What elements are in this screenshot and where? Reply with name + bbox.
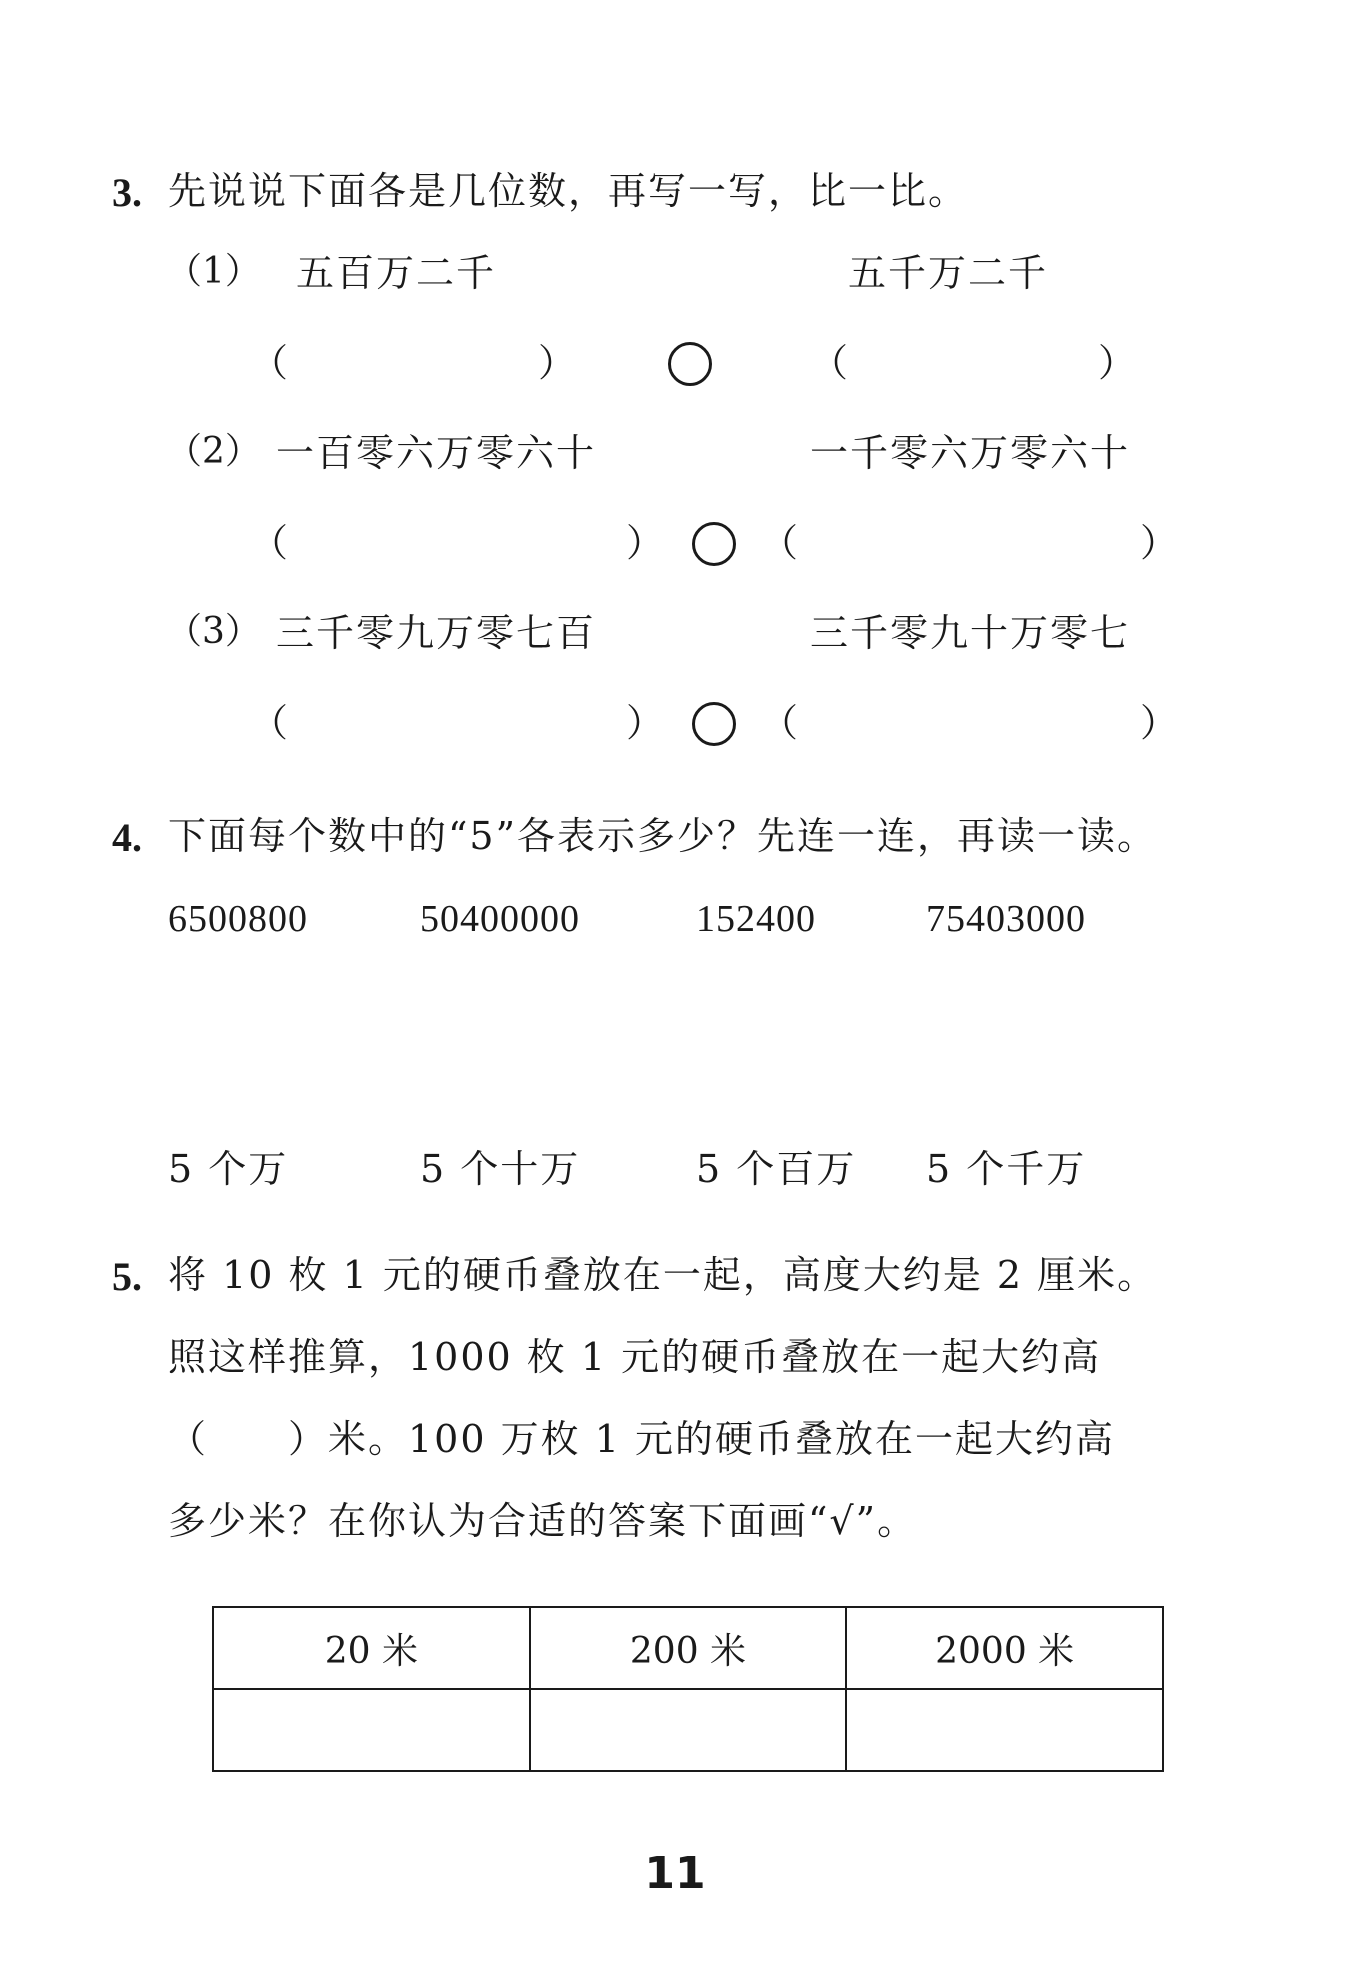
- question-3-number: 3.: [112, 170, 142, 215]
- item-3-right-close-paren: ）: [1140, 701, 1179, 745]
- meaning-5-shiwan[interactable]: 5 个十万: [420, 1147, 581, 1191]
- number-75403000[interactable]: 75403000: [926, 898, 1086, 940]
- item-2-right-open-paren: （: [760, 521, 799, 565]
- meaning-5-wan[interactable]: 5 个万: [168, 1147, 289, 1191]
- item-3-left-words: 三千零九万零七百: [276, 611, 597, 655]
- item-1-right-close-paren: ）: [1098, 341, 1137, 385]
- item-2-right-words: 一千零六万零六十: [810, 431, 1131, 475]
- item-3-right-words: 三千零九十万零七: [810, 611, 1131, 655]
- number-50400000[interactable]: 50400000: [420, 898, 580, 940]
- item-2-right-close-paren: ）: [1140, 521, 1179, 565]
- answer-table: [212, 1606, 1164, 1772]
- question-5-line-4: 多少米？在你认为合适的答案下面画“√”。: [168, 1499, 918, 1543]
- check-cell-2000m[interactable]: [846, 1689, 1163, 1771]
- question-3-prompt: 先说说下面各是几位数，再写一写，比一比。: [168, 169, 969, 213]
- item-2-left-open-paren: （: [250, 521, 289, 565]
- meaning-5-qianwan[interactable]: 5 个千万: [926, 1147, 1087, 1191]
- check-cell-200m[interactable]: [530, 1689, 847, 1771]
- item-1-right-open-paren: （: [810, 341, 849, 385]
- item-3-compare-circle[interactable]: [692, 702, 736, 746]
- item-1-left-words: 五百万二千: [296, 251, 497, 295]
- item-2-label: （2）: [166, 431, 261, 472]
- question-4-prompt: 下面每个数中的“5”各表示多少？先连一连，再读一读。: [168, 814, 1158, 858]
- item-2-left-words: 一百零六万零六十: [276, 431, 597, 475]
- header-2000m: 2000 米: [846, 1607, 1163, 1689]
- page-number: 11: [644, 1848, 706, 1899]
- number-152400[interactable]: 152400: [696, 898, 816, 940]
- header-200m: 200 米: [530, 1607, 847, 1689]
- question-5-line-2: 照这样推算，1000 枚 1 元的硬币叠放在一起大约高: [168, 1335, 1102, 1379]
- item-2-compare-circle[interactable]: [692, 522, 736, 566]
- item-3-left-close-paren: ）: [626, 701, 665, 745]
- question-5-number: 5.: [112, 1254, 142, 1299]
- item-3-left-open-paren: （: [250, 701, 289, 745]
- item-1-left-open-paren: （: [250, 341, 289, 385]
- item-1-right-words: 五千万二千: [848, 251, 1049, 295]
- question-5-line-3: （ ）米。100 万枚 1 元的硬币叠放在一起大约高: [168, 1417, 1115, 1461]
- question-4-number: 4.: [112, 815, 142, 860]
- item-3-label: （3）: [166, 611, 261, 652]
- item-3-right-open-paren: （: [760, 701, 799, 745]
- header-20m: 20 米: [213, 1607, 530, 1689]
- item-1-compare-circle[interactable]: [668, 342, 712, 386]
- item-1-label: （1）: [166, 251, 261, 292]
- item-2-left-close-paren: ）: [626, 521, 665, 565]
- question-5-line-1: 将 10 枚 1 元的硬币叠放在一起，高度大约是 2 厘米。: [168, 1253, 1158, 1297]
- number-6500800[interactable]: 6500800: [168, 898, 308, 940]
- meaning-5-baiwan[interactable]: 5 个百万: [696, 1147, 857, 1191]
- check-cell-20m[interactable]: [213, 1689, 530, 1771]
- item-1-left-close-paren: ）: [538, 341, 577, 385]
